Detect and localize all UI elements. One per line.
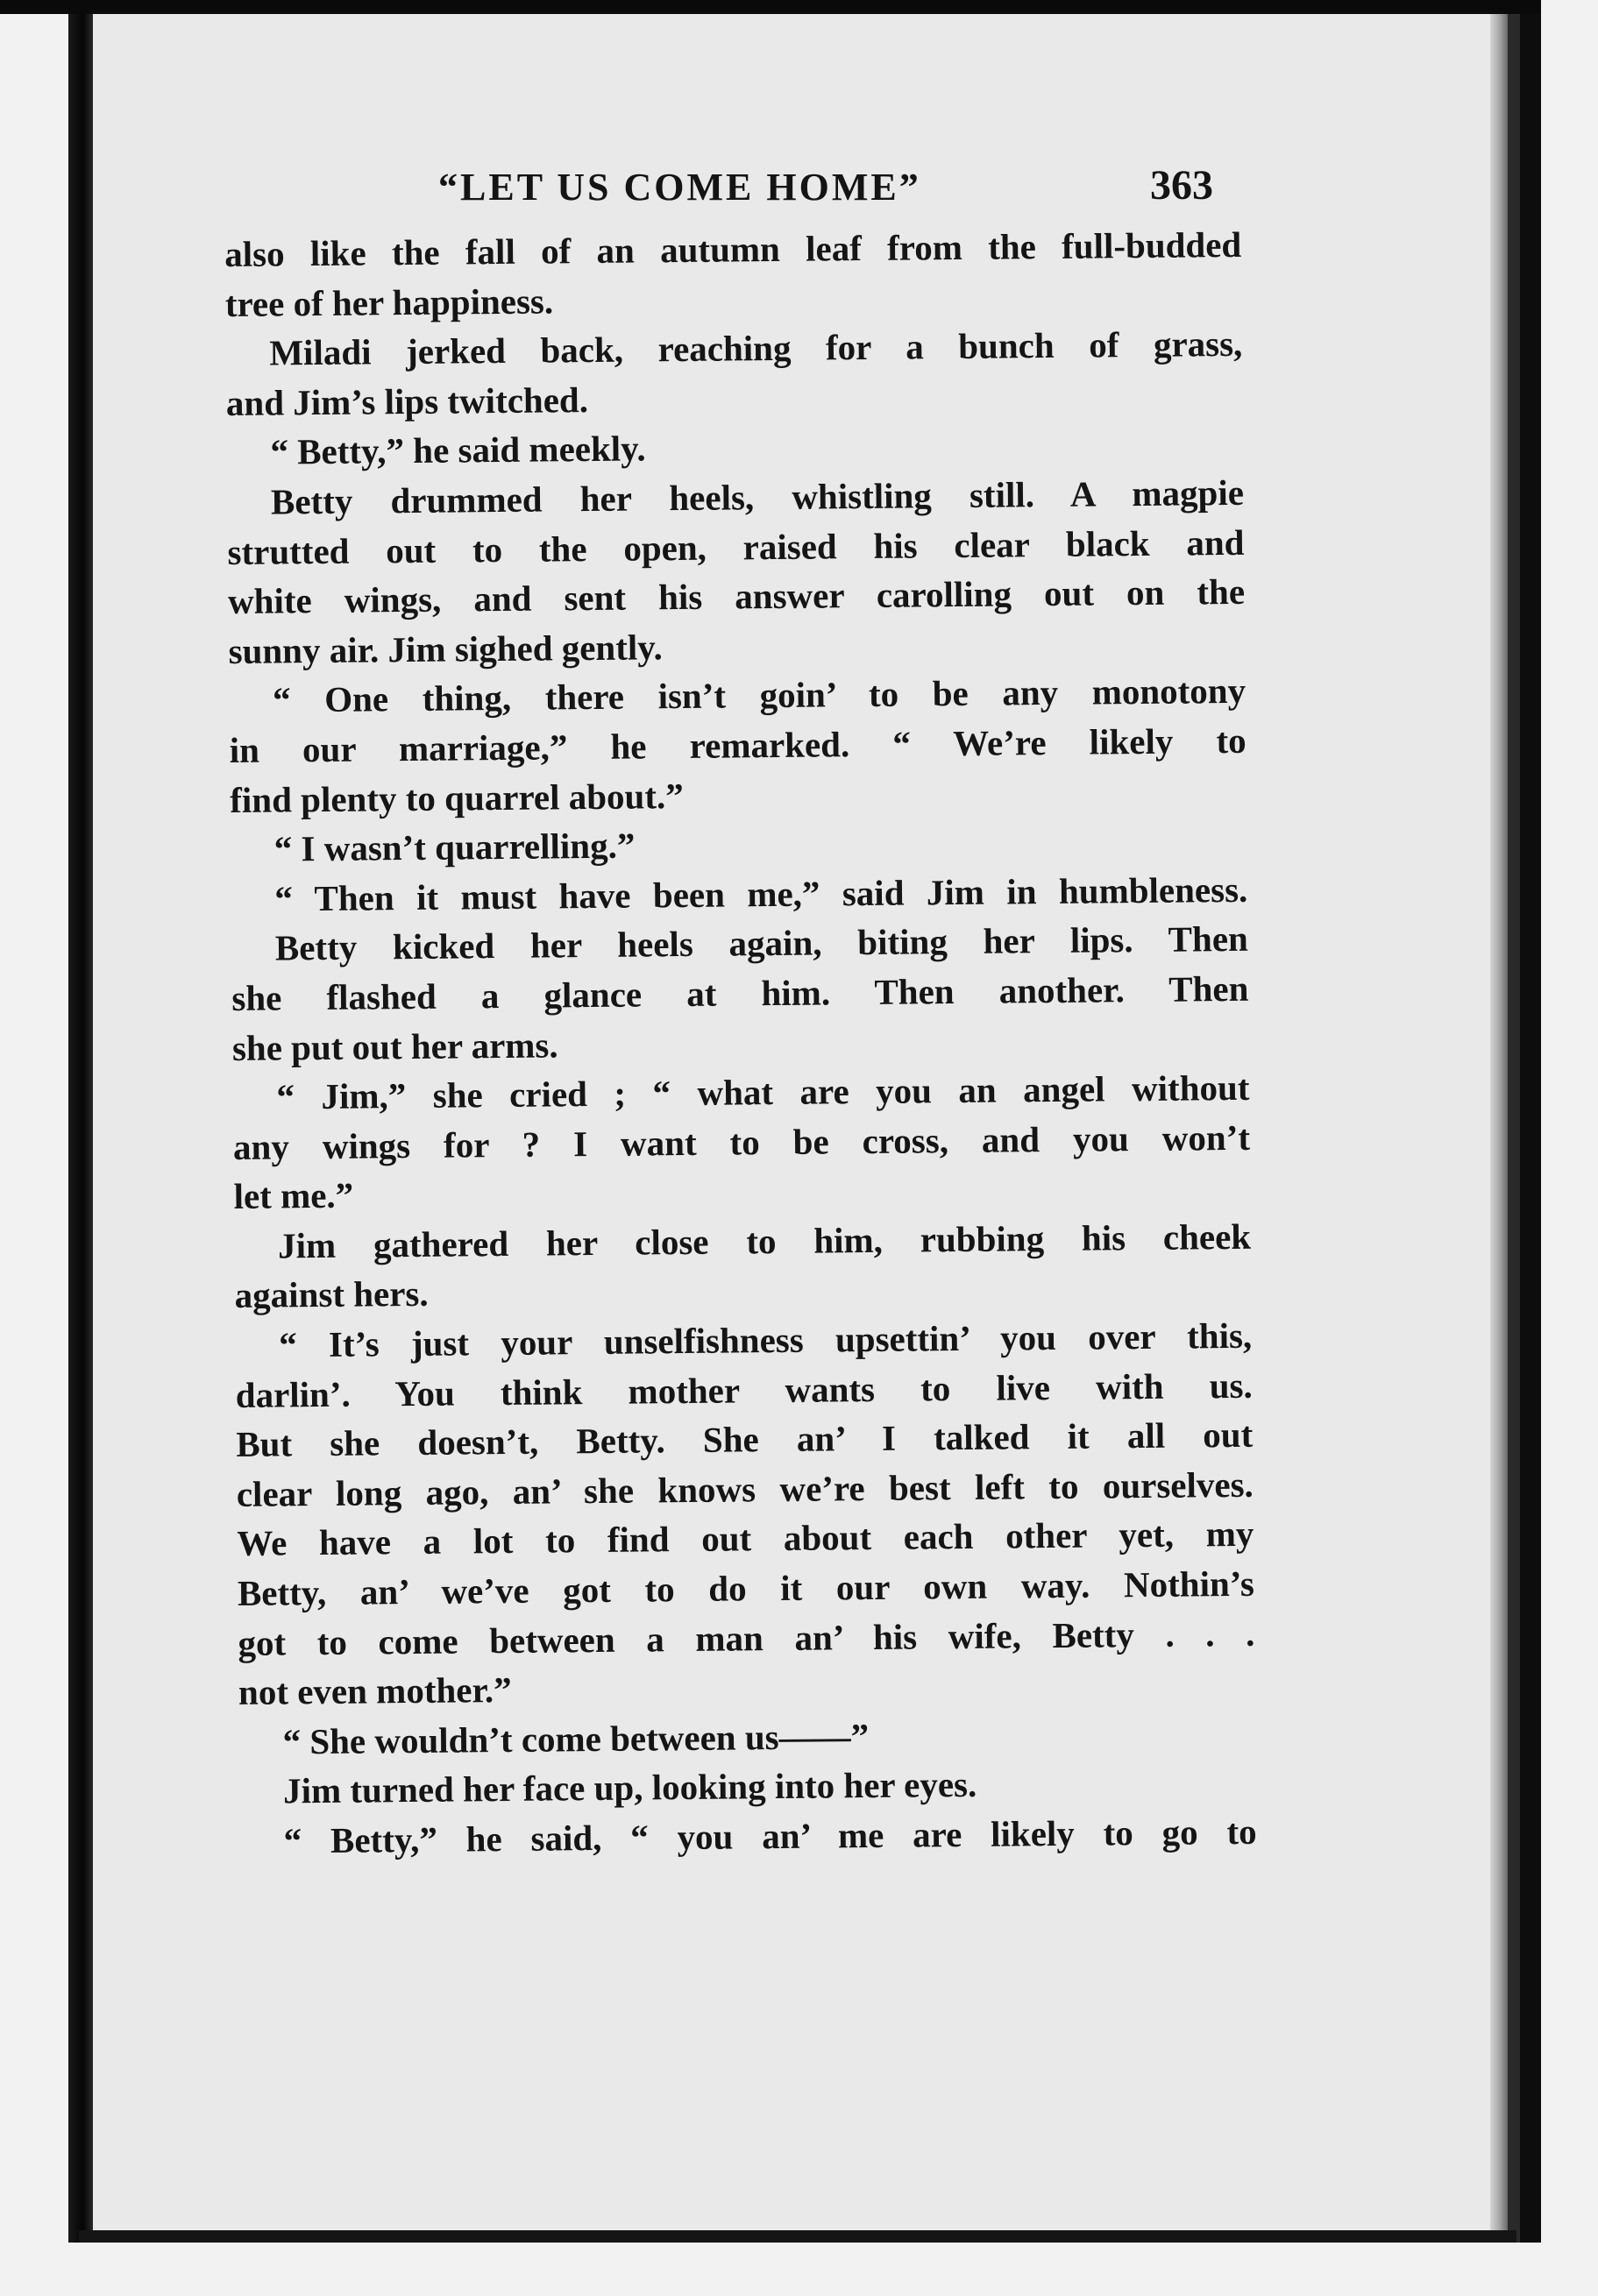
running-title: “LET US COME HOME”	[438, 166, 921, 209]
text-line: Betty kicked her heels again, biting her lips. Then	[274, 918, 1249, 968]
text-line: “ Jim,” she cried ; “ what are you an angel without	[276, 1067, 1250, 1117]
text-line: not even mother.”	[238, 1669, 512, 1713]
scan-top-border	[0, 0, 1598, 14]
text-line: “ Then it must have been me,” said Jim in humbleness.	[274, 868, 1248, 919]
page-number: 363	[1150, 162, 1213, 209]
text-line: Betty drummed her heels, whistling still. A magpie	[270, 471, 1245, 522]
text-line: “ Betty,” he said, “ you an’ me are likely to go to	[283, 1811, 1257, 1861]
page-edge-shadow	[1490, 14, 1508, 2244]
text-line: she put out her arms.	[231, 1024, 558, 1068]
text-line: in our marriage,” he remarked. “ We’re likely to	[229, 719, 1246, 770]
running-header	[438, 162, 1227, 217]
scan-right-margin	[1541, 0, 1598, 2296]
text-line: tree of her happiness.	[224, 280, 554, 324]
text-line: “ Betty,” he said meekly.	[270, 428, 646, 472]
scan-smudge-mark	[916, 2249, 969, 2284]
text-line: find plenty to quarrel about.”	[230, 775, 684, 820]
scan-left-margin	[0, 14, 68, 2257]
text-line: darlin’. You think mother wants to live with us.	[235, 1364, 1253, 1415]
text-line: “ She wouldn’t come between us——”	[282, 1715, 870, 1762]
text-line: But she doesn’t, Betty. She an’ I talked it all out	[236, 1414, 1254, 1465]
text-line: “ One thing, there isn’t goin’ to be any monotony	[272, 670, 1246, 720]
text-line: Jim gathered her close to him, rubbing his cheek	[277, 1215, 1252, 1266]
page-stack-edge	[1508, 14, 1520, 2244]
text-line: Miladi jerked back, reaching for a bunch of grass,	[269, 323, 1243, 373]
book-spine-shadow	[68, 14, 93, 2244]
text-line: “ I wasn’t quarrelling.”	[273, 825, 636, 869]
text-line: let me.”	[233, 1174, 354, 1217]
text-line: against hers.	[234, 1273, 429, 1316]
text-line: any wings for ? I want to be cross, and you won’t	[232, 1116, 1251, 1167]
text-line: strutted out to the open, raised his clear black and	[227, 521, 1245, 572]
scan-bottom-margin	[0, 2243, 1598, 2296]
text-line: and Jim’s lips twitched.	[225, 379, 589, 423]
text-line: We have a lot to find out about each other yet, my	[237, 1513, 1254, 1564]
text-line: white wings, and sent his answer carolling out on the	[227, 571, 1246, 622]
text-line: “ It’s just your unselfishness upsettin’ you over this,	[278, 1315, 1253, 1365]
text-line: sunny air. Jim sighed gently.	[228, 626, 663, 671]
text-line: also like the fall of an autumn leaf from the full-budded	[224, 223, 1242, 274]
text-line: got to come between a man an’ his wife, Betty . . .	[238, 1612, 1255, 1663]
text-line: she flashed a glance at him. Then another. Then	[231, 967, 1249, 1018]
text-line: clear long ago, an’ she knows we’re best left to ourselves.	[236, 1463, 1254, 1514]
text-line: Jim turned her face up, looking into her eyes.	[282, 1764, 977, 1811]
page-bottom-edge	[79, 2230, 1516, 2243]
body-text	[224, 220, 1257, 1867]
text-line: Betty, an’ we’ve got to do it our own way. Nothin’s	[237, 1563, 1255, 1613]
book-cover-edge	[1520, 14, 1541, 2244]
